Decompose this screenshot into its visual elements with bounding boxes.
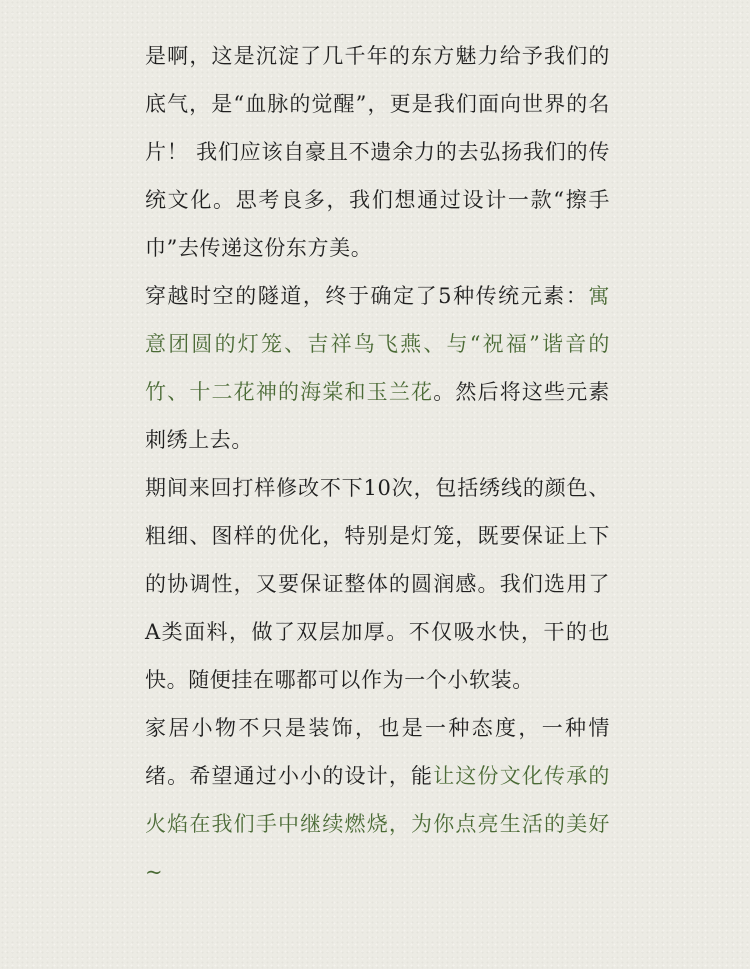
- paragraph-heritage: [145, 32, 610, 272]
- paragraph-text: 。然后将这些元素刺绣上去。: [145, 380, 610, 452]
- paragraph-text: 是啊，这是沉淀了几千年的东方魅力给予我们的底气，是“血脉的觉醒”，更是我们面向世界的名片！ 我们应该自豪且不遗余力的去弘扬我们的传统文化。思考良多，我们想通过设计一款“擦手巾”去传递这份东方美。: [145, 44, 610, 260]
- paragraph-text: 家居小物不只是装饰，也是一种态度，一种情绪。希望通过小小的设计，能: [145, 716, 610, 788]
- paragraph-closing: [145, 704, 610, 896]
- paragraph-elements: [145, 272, 610, 464]
- article-body: [145, 32, 610, 896]
- highlighted-closing-text: 让这份文化传承的火焰在我们手中继续燃烧，为你点亮生活的美好~: [145, 764, 610, 884]
- paragraph-text: 穿越时空的隧道，终于确定了5种传统元素：: [145, 284, 589, 308]
- highlighted-elements-text: 寓意团圆的灯笼、吉祥鸟飞燕、与“祝福”谐音的竹、十二花神的海棠和玉兰花: [145, 284, 610, 404]
- paragraph-craft: [145, 464, 610, 704]
- paragraph-text: 期间来回打样修改不下10次，包括绣线的颜色、粗细、图样的优化，特别是灯笼，既要保证上下的协调性，又要保证整体的圆润感。我们选用了A类面料，做了双层加厚。不仅吸水快，干的也快。随便挂在哪都可以作为一个小软装。: [145, 476, 610, 692]
